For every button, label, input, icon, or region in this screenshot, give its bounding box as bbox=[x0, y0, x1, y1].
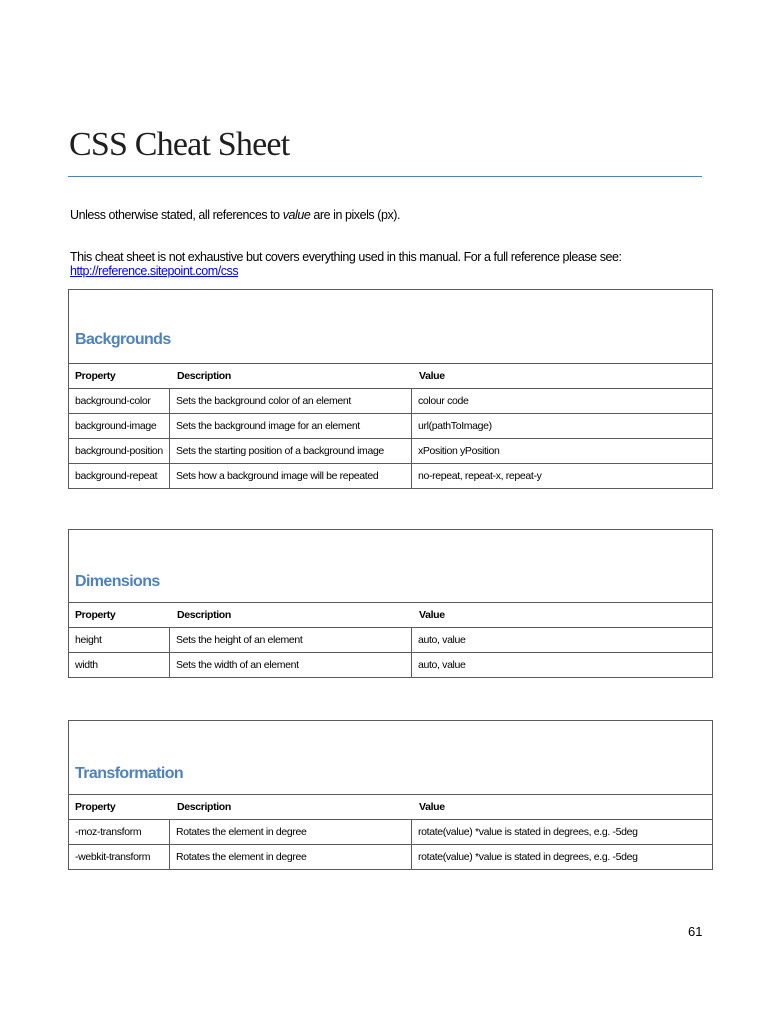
cell-value: rotate(value) *value is stated in degrees, e.g. -5deg bbox=[418, 826, 638, 838]
cell-property: background-color bbox=[69, 389, 170, 413]
cell-property: -moz-transform bbox=[69, 820, 170, 844]
header-property: Property bbox=[75, 370, 116, 382]
cell-description: Rotates the element in degree bbox=[170, 820, 412, 844]
title-rule bbox=[68, 176, 702, 177]
table-row bbox=[69, 652, 712, 677]
transformation-table bbox=[69, 794, 712, 869]
cell-value: url(pathToImage) bbox=[418, 420, 492, 432]
table-row bbox=[69, 463, 712, 488]
cell-description: Rotates the element in degree bbox=[170, 845, 412, 869]
intro-units-text-end: are in pixels (px). bbox=[310, 208, 401, 222]
backgrounds-table bbox=[69, 363, 712, 488]
cell-property: -webkit-transform bbox=[69, 845, 170, 869]
header-description: Description bbox=[177, 370, 231, 382]
cell-value: rotate(value) *value is stated in degrees, e.g. -5deg bbox=[418, 851, 638, 863]
page-title: CSS Cheat Sheet bbox=[69, 126, 290, 163]
table-row bbox=[69, 627, 712, 652]
cell-description: Sets how a background image will be repeated bbox=[170, 464, 412, 488]
intro-reference-note bbox=[70, 250, 770, 278]
cell-description: Sets the height of an element bbox=[170, 628, 412, 652]
header-description: Description bbox=[177, 801, 231, 813]
cell-description: Sets the background color of an element bbox=[170, 389, 412, 413]
header-value: Value bbox=[419, 801, 445, 813]
table-header-row bbox=[69, 794, 712, 819]
table-header-row bbox=[69, 363, 712, 388]
reference-link[interactable]: http://reference.sitepoint.com/css bbox=[70, 264, 239, 278]
table-header-row bbox=[69, 602, 712, 627]
dimensions-section bbox=[68, 529, 713, 678]
backgrounds-section bbox=[68, 289, 713, 489]
cell-property: background-position bbox=[69, 439, 170, 463]
section-heading: Backgrounds bbox=[75, 331, 171, 348]
header-property: Property bbox=[75, 609, 116, 621]
table-row bbox=[69, 438, 712, 463]
intro-value-emphasis: value bbox=[282, 208, 311, 222]
page-number: 61 bbox=[688, 924, 703, 939]
cell-value: xPosition yPosition bbox=[418, 445, 500, 457]
cell-property: background-image bbox=[69, 414, 170, 438]
intro-units-text: Unless otherwise stated, all references to bbox=[70, 208, 283, 222]
header-description: Description bbox=[177, 609, 231, 621]
section-heading: Transformation bbox=[75, 765, 184, 782]
intro-reference-text: This cheat sheet is not exhaustive but covers everything used in this manual. For a full reference please see: bbox=[70, 250, 622, 264]
cell-property: height bbox=[69, 628, 170, 652]
cell-value: auto, value bbox=[418, 634, 466, 646]
cell-property: background-repeat bbox=[69, 464, 170, 488]
dimensions-table bbox=[69, 602, 712, 677]
table-row bbox=[69, 388, 712, 413]
header-property: Property bbox=[75, 801, 116, 813]
table-row bbox=[69, 413, 712, 438]
cell-value: no-repeat, repeat-x, repeat-y bbox=[418, 470, 542, 482]
header-value: Value bbox=[419, 609, 445, 621]
cell-description: Sets the width of an element bbox=[170, 653, 412, 677]
cell-description: Sets the background image for an element bbox=[170, 414, 412, 438]
table-row bbox=[69, 844, 712, 869]
header-value: Value bbox=[419, 370, 445, 382]
cell-description: Sets the starting position of a background image bbox=[170, 439, 412, 463]
intro-units-note bbox=[70, 208, 400, 222]
transformation-section bbox=[68, 720, 713, 870]
cell-value: auto, value bbox=[418, 659, 466, 671]
cell-value: colour code bbox=[418, 395, 469, 407]
section-heading: Dimensions bbox=[75, 573, 160, 590]
table-row bbox=[69, 819, 712, 844]
cell-property: width bbox=[69, 653, 170, 677]
